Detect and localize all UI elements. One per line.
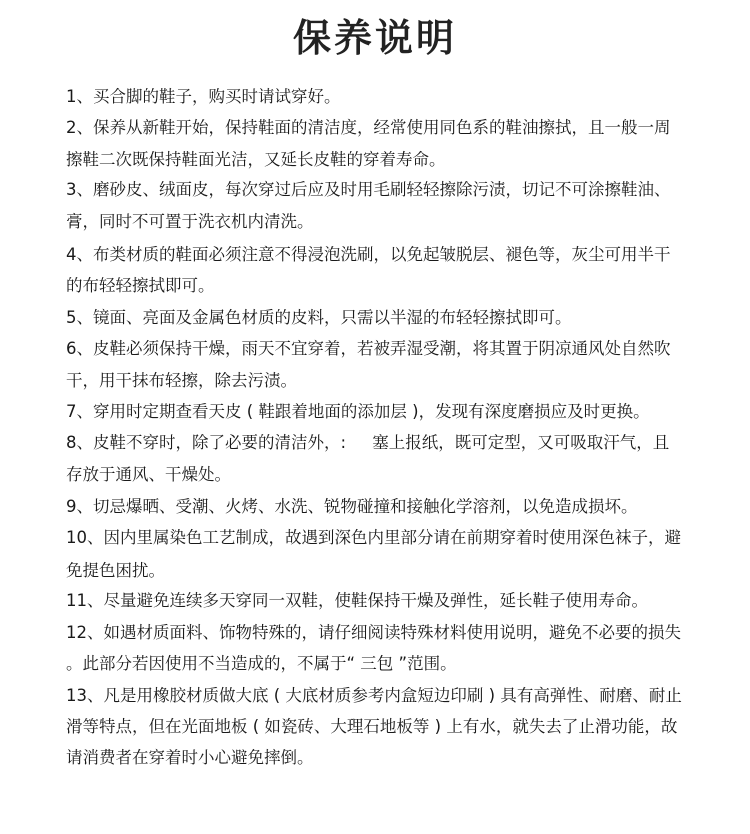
item-10-line-2: 免提色困扰。 — [66, 561, 165, 580]
item-2-line-1: 2、保养从新鞋开始，保持鞋面的清洁度，经常使用同色系的鞋油擦拭，且一般一周 — [66, 118, 671, 137]
item-13-line-1: 13、凡是用橡胶材质做大底 ( 大底材质参考内盒短边印刷 ) 具有高弹性、耐磨、耐止 — [66, 686, 682, 705]
item-8-line-1: 8、皮鞋不穿时，除了必要的清洁外，: 塞上报纸，既可定型，又可吸取汗气，且 — [66, 433, 670, 452]
item-13-line-2: 滑等特点，但在光面地板 ( 如瓷砖、大理石地板等 ) 上有水，就失去了止滑功能，故 — [66, 717, 678, 736]
item-12-line-2: 。此部分若因使用不当造成的，不属于“ 三包 ”范围。 — [66, 654, 457, 673]
item-12-line-1: 12、如遇材质面料、饰物特殊的，请仔细阅读特殊材料使用说明，避免不必要的损失 — [66, 623, 681, 642]
item-8-line-2: 存放于通风、干燥处。 — [66, 465, 231, 484]
item-6-line-1: 6、皮鞋必须保持干燥，雨天不宜穿着，若被弄湿受潮，将其置于阴凉通风处自然吹 — [66, 339, 671, 358]
item-2-line-2: 擦鞋二次既保持鞋面光洁，又延长皮鞋的穿着寿命。 — [66, 150, 446, 169]
item-13-line-3: 请消费者在穿着时小心避免摔倒。 — [66, 748, 314, 767]
item-9-line-1: 9、切忌爆晒、受潮、火烤、水洗、锐物碰撞和接触化学溶剂，以免造成损坏。 — [66, 497, 638, 516]
item-1-line-1: 1、买合脚的鞋子，购买时请试穿好。 — [66, 87, 341, 106]
item-10-line-1: 10、因内里属染色工艺制成，故遇到深色内里部分请在前期穿着时使用深色袜子，避 — [66, 528, 681, 547]
item-5-line-1: 5、镜面、亮面及金属色材质的皮料，只需以半湿的布轻轻擦拭即可。 — [66, 308, 572, 327]
item-3-line-1: 3、磨砂皮、绒面皮，每次穿过后应及时用毛刷轻轻擦除污渍，切记不可涂擦鞋油、 — [66, 180, 671, 199]
item-3-line-2: 膏，同时不可置于洗衣机内清洗。 — [66, 212, 314, 231]
item-4-line-2: 的布轻轻擦拭即可。 — [66, 276, 215, 295]
item-11-line-1: 11、尽量避免连续多天穿同一双鞋，使鞋保持干燥及弹性，延长鞋子使用寿命。 — [66, 591, 648, 610]
page-title: 保养说明 — [292, 16, 457, 60]
item-7-line-1: 7、穿用时定期查看天皮 ( 鞋跟着地面的添加层 )，发现有深度磨损应及时更换。 — [66, 402, 650, 421]
item-4-line-1: 4、布类材质的鞋面必须注意不得浸泡洗刷，以免起皱脱层、褪色等，灰尘可用半干 — [66, 245, 671, 264]
item-6-line-2: 干，用干抹布轻擦，除去污渍。 — [66, 371, 297, 390]
